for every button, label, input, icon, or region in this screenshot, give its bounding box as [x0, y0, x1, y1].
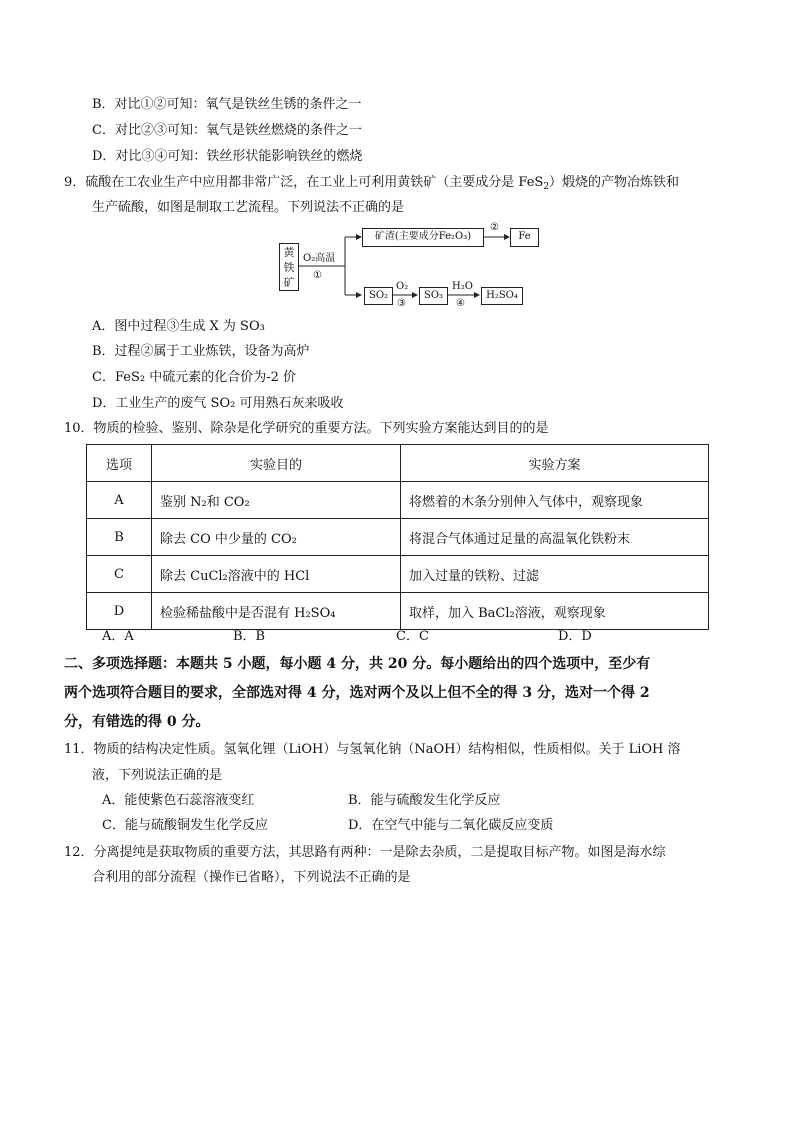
q10-answer-d: D．D	[558, 629, 592, 644]
q9-stem-line2: 生产硫酸，如图是制取工艺流程。下列说法不正确的是	[92, 200, 405, 215]
table-cell-purpose: 鉴别 N₂和 CO₂	[152, 482, 401, 519]
ore-box: 黄铁矿	[279, 243, 299, 291]
step4-condition: H₂O	[452, 281, 473, 292]
table-row	[87, 482, 709, 519]
step1-number: ①	[313, 270, 322, 281]
q8-option-c: C．对比②③可知：氧气是铁丝燃烧的条件之一	[92, 123, 362, 138]
table-cell-option: D	[87, 593, 152, 630]
table-cell-purpose: 除去 CuCl₂溶液中的 HCl	[152, 556, 401, 593]
step3-condition: O₂	[396, 281, 409, 292]
table-row	[87, 556, 709, 593]
header-option: 选项	[87, 445, 152, 482]
q8-option-d: D．对比③④可知：铁丝形状能影响铁丝的燃烧	[92, 149, 363, 164]
table-cell-purpose: 除去 CO 中少量的 CO₂	[152, 519, 401, 556]
q11-option-a: A．能使紫色石蕊溶液变红	[102, 793, 255, 808]
table-header-row	[87, 445, 709, 482]
q10-answer-c: C．C	[396, 629, 429, 644]
slag-box: 矿渣(主要成分Fe₂O₃)	[362, 228, 484, 247]
header-plan: 实验方案	[401, 445, 709, 482]
table-cell-plan: 将燃着的木条分别伸入气体中，观察现象	[401, 482, 709, 519]
section2-heading-line1: 二、多项选择题：本题共 5 小题，每小题 4 分，共 20 分。每小题给出的四个选项中，至少有	[64, 656, 651, 672]
table-cell-option: B	[87, 519, 152, 556]
q12-stem-line1: 12．分离提纯是获取物质的重要方法，其思路有两种：一是除去杂质，二是提取目标产物。如图是海水综	[64, 845, 666, 860]
table-cell-plan: 取样，加入 BaCl₂溶液，观察现象	[401, 593, 709, 630]
q11-stem-line2: 液，下列说法正确的是	[92, 768, 223, 783]
so2-box: SO₂	[364, 287, 393, 305]
q8-option-b: B．对比①②可知：氧气是铁丝生锈的条件之一	[92, 97, 362, 112]
q10-answer-a: A．A	[102, 629, 134, 644]
table-row	[87, 593, 709, 630]
step2-number: ②	[490, 222, 499, 233]
section2-heading-line3: 分，有错选的得 0 分。	[64, 714, 210, 730]
header-purpose: 实验目的	[152, 445, 401, 482]
table-row	[87, 519, 709, 556]
table-cell-option: C	[87, 556, 152, 593]
q9-option-a: A．图中过程③生成 X 为 SO₃	[92, 319, 265, 334]
table-cell-option: A	[87, 482, 152, 519]
q9-option-b: B．过程②属于工业炼铁，设备为高炉	[92, 344, 310, 359]
table-cell-purpose: 检验稀盐酸中是否混有 H₂SO₄	[152, 593, 401, 630]
step1-condition: O₂高温	[303, 253, 336, 264]
section2-heading-line2: 两个选项符合题目的要求，全部选对得 4 分，选对两个及以上但不全的得 3 分，选对一个得 2	[64, 685, 650, 701]
step4-number: ④	[456, 298, 465, 309]
table-cell-plan: 将混合气体通过足量的高温氧化铁粉末	[401, 519, 709, 556]
h2so4-box: H₂SO₄	[481, 287, 523, 305]
q9-option-d: D．工业生产的废气 SO₂ 可用熟石灰来吸收	[92, 396, 344, 411]
q11-stem-line1: 11．物质的结构决定性质。氢氧化锂（LiOH）与氢氧化钠（NaOH）结构相似，性质相似。关于 LiOH 溶	[64, 742, 681, 757]
q10-stem: 10．物质的检验、鉴别、除杂是化学研究的重要方法。下列实验方案能达到目的的是	[64, 421, 549, 436]
q11-option-d: D．在空气中能与二氧化碳反应变质	[348, 818, 554, 833]
step3-number: ③	[397, 298, 406, 309]
table-cell-plan: 加入过量的铁粉、过滤	[401, 556, 709, 593]
q12-stem-line2: 合利用的部分流程（操作已省略），下列说法不正确的是	[92, 870, 411, 885]
q11-option-c: C．能与硫酸铜发生化学反应	[102, 818, 268, 833]
q9-option-c: C．FeS₂ 中硫元素的化合价为-2 价	[92, 370, 296, 385]
q10-experiment-table	[86, 444, 709, 630]
q9-stem-line1: 9．硫酸在工农业生产中应用都非常广泛，在工业上可利用黄铁矿（主要成分是 FeS$_2$）煅烧的产物冶炼铁和	[64, 175, 680, 192]
q11-option-b: B．能与硫酸发生化学反应	[348, 793, 501, 808]
fe-box: Fe	[510, 228, 539, 247]
q10-answer-b: B．B	[233, 629, 266, 644]
so3-box: SO₃	[419, 287, 448, 305]
